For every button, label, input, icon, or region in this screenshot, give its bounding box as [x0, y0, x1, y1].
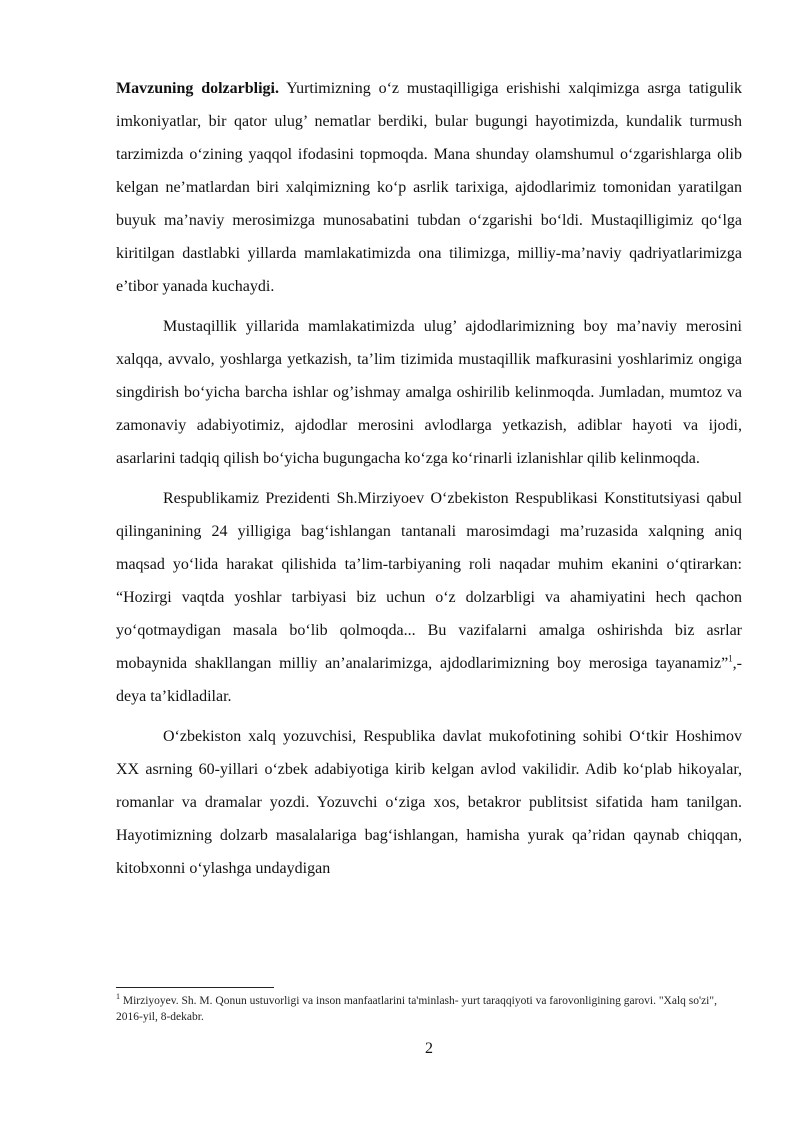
paragraph-independence-years: Mustaqillik yillarida mamlakatimizda ulug’ ajdodlarimizning boy ma’naviy merosini xalqqa, avvalo, yoshlarga yetkazish, ta’lim tizimida mustaqillik mafkurasini yoshlarimiz ongiga singdirish bo‘yicha barcha ishlar og’ishmay amalga oshirilib kelinmoqda. Jumladan, mumtoz va zamonaviy adabiyotimiz, ajdodlar merosini avlodlarga yetkazish, adiblar hayoti va ijodi, asarlarini tadqiq qilish bo‘yicha bugungacha ko‘zga ko‘rinarli izlanishlar qilib kelinmoqda.: [116, 318, 742, 467]
footnote: [116, 993, 742, 1025]
footnote-divider: [116, 987, 274, 988]
section-heading: Mavzuning dolzarbligi.: [116, 80, 279, 97]
paragraph-topicality: [116, 72, 742, 303]
paragraph-tail: ,-deya ta’kidladilar.: [116, 655, 742, 705]
paragraph-text: Respublikamiz Prezidenti Sh.Mirziyoev O‘zbekiston Respublikasi Konstitutsiyasi qabul qilinganining 24 yilligiga bag‘ishlangan tantanali marosimdagi ma’ruzasida xalqning aniq maqsad yo‘lida harakat qilishida ta’lim-tarbiyaning roli naqadar muhim ekanini o‘qtirarkan: “Hozirgi vaqtda yoshlar tarbiyasi biz uchun o‘z dolzarbligi va ahamiyatini hech qachon yo‘qotmaydigan masala bo‘lib qolmoqda... Bu vazifalarni amalga oshirishda biz asrlar mobaynida shakllangan milliy an’analarimizga, ajdodlarimizning boy merosiga tayanamiz”: [116, 490, 742, 672]
body-text: [116, 72, 742, 885]
paragraph-text: Yurtimizning o‘z mustaqilligiga erishishi xalqimizga asrga tatigulik imkoniyatlar, bir qator ulug’ nematlar berdiki, bular bugungi hayotimizda, kundalik turmush tarzimizda o‘zining yaqqol ifodasini topmoqda. Mana shunday olamshumul o‘zgarishlarga olib kelgan ne’matlardan biri xalqimizning ko‘p asrlik tarixiga, ajdodlarimiz tomonidan yaratilgan buyuk ma’naviy merosimizga munosabatini tubdan o‘zgarishi bo‘ldi. Mustaqilligimiz qo‘lga kiritilgan dastlabki yillarda mamlakatimizda ona tilimizga, milliy-ma’naviy qadriyatlarimizga e’tibor yanada kuchaydi.: [116, 80, 743, 295]
footnote-reference: 1: [728, 653, 733, 664]
paragraph-otkir-hoshimov: O‘zbekiston xalq yozuvchisi, Respublika davlat mukofotining sohibi O‘tkir Hoshimov XX asrning 60-yillari o‘zbek adabiyotiga kirib kelgan avlod vakilidir. Adib ko‘plab hikoyalar, romanlar va dramalar yozdi. Yozuvchi o‘ziga xos, betakror publitsist sifatida ham tanilgan. Hayotimizning dolzarb masalalariga bag‘ishlangan, hamisha yurak qa’ridan qaynab chiqqan, kitobxonni o‘ylashga undaydigan: [116, 728, 742, 877]
page-number: 2: [425, 1040, 433, 1057]
footnote-text: Mirziyoyev. Sh. M. Qonun ustuvorligi va inson manfaatlarini ta'minlash- yurt taraqqiyoti va farovonligining garovi. "Xalq so'zi", 2016-yil, 8-dekabr.: [116, 995, 717, 1023]
paragraph-president-quote: [116, 482, 742, 713]
footnote-marker: 1: [116, 992, 120, 1002]
